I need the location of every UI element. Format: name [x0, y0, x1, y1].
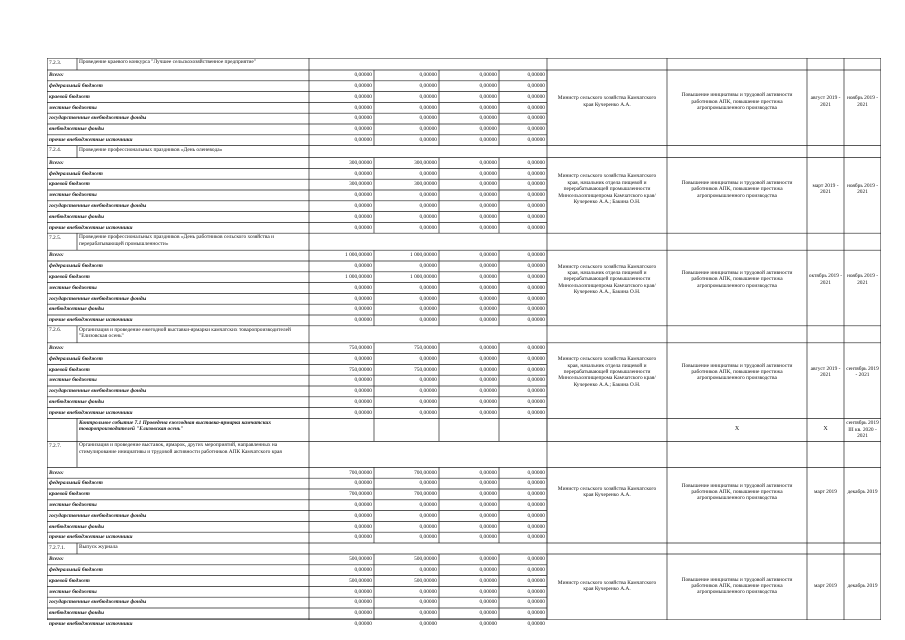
end-date: декабрь 2019 — [847, 489, 878, 495]
amount-cell: 0,00000 — [527, 377, 545, 384]
amount-cell: 0,00000 — [479, 224, 497, 231]
row-label: Всего: — [49, 252, 64, 259]
row-label: федеральный бюджет — [49, 355, 103, 362]
amount-cell: 0,00000 — [419, 72, 437, 79]
amount-cell: 0,00000 — [419, 93, 437, 100]
amount-cell: 0,00000 — [479, 104, 497, 111]
row-label: внебюджетные фонды — [49, 399, 105, 405]
row-label: государственные внебюджетные фонды — [49, 599, 147, 606]
amount-cell: 750,00000 — [349, 366, 372, 373]
result-text: Повышение инициативы и трудовой активности работников АПК, повышение престижа агропромышленного производства — [681, 92, 793, 111]
amount-cell: 0,00000 — [527, 170, 545, 177]
amount-cell: 0,00000 — [527, 93, 545, 100]
amount-cell: 0,00000 — [527, 306, 545, 313]
amount-cell: 0,00000 — [479, 355, 497, 362]
amount-cell: 0,00000 — [527, 104, 545, 111]
amount-cell: 1 000,00000 — [345, 252, 372, 259]
amount-cell: 0,00000 — [479, 252, 497, 259]
amount-cell: 0,00000 — [479, 137, 497, 143]
amount-cell: 0,00000 — [527, 355, 545, 362]
amount-cell: 0,00000 — [479, 83, 497, 89]
amount-cell: 0,00000 — [354, 388, 372, 395]
amount-cell: 300,00000 — [349, 181, 372, 188]
event-end-date: сентябрь 2019 III кв. 2020 - 2021 — [846, 420, 879, 440]
amount-cell: 1 000,00000 — [410, 274, 437, 280]
amount-cell: 700,00000 — [349, 491, 372, 498]
row-label: прочие внебюджетные источники — [49, 621, 133, 627]
row-label: государственные внебюджетные фонды — [49, 295, 147, 302]
amount-cell: 0,00000 — [419, 599, 437, 606]
amount-cell: 0,00000 — [354, 317, 372, 324]
row-label: Всего: — [49, 469, 64, 476]
amount-cell: 0,00000 — [527, 534, 545, 541]
amount-cell: 0,00000 — [354, 512, 372, 519]
amount-cell: 0,00000 — [527, 621, 545, 627]
amount-cell: 0,00000 — [419, 192, 437, 199]
amount-cell: 0,00000 — [479, 274, 497, 280]
amount-cell: 0,00000 — [354, 203, 372, 209]
amount-cell: 0,00000 — [527, 469, 545, 476]
amount-cell: 0,00000 — [479, 366, 497, 373]
amount-cell: 0,00000 — [419, 388, 437, 395]
row-label: федеральный бюджет — [49, 480, 103, 487]
amount-cell: 0,00000 — [479, 480, 497, 487]
amount-cell: 0,00000 — [419, 377, 437, 384]
amount-cell: 0,00000 — [354, 284, 372, 291]
row-label: внебюджетные фонды — [49, 306, 105, 313]
amount-cell: 0,00000 — [479, 170, 497, 177]
amount-cell: 0,00000 — [419, 567, 437, 573]
row-label: краевой бюджет — [49, 181, 90, 188]
amount-cell: 0,00000 — [419, 115, 437, 122]
amount-cell: 0,00000 — [527, 181, 545, 188]
amount-cell: 0,00000 — [419, 317, 437, 324]
amount-cell: 0,00000 — [527, 213, 545, 220]
amount-cell: 0,00000 — [354, 567, 372, 573]
amount-cell: 0,00000 — [419, 409, 437, 416]
executor-text: Министр сельского хозяйства Камчатского края Кучеренко А.А. — [557, 579, 657, 593]
amount-cell: 0,00000 — [479, 115, 497, 122]
amount-cell: 1 000,00000 — [410, 252, 437, 259]
amount-cell: 750,00000 — [349, 345, 372, 351]
amount-cell: 0,00000 — [527, 480, 545, 487]
start-date: март 2019 - 2021 — [812, 183, 839, 196]
row-label: государственные внебюджетные фонды — [49, 115, 147, 122]
amount-cell: 0,00000 — [527, 502, 545, 508]
amount-cell: 0,00000 — [419, 621, 437, 627]
executor-text: Министр сельского хозяйства Камчатского края Кучеренко А.А. — [557, 95, 657, 108]
executor-text: Министр сельского хозяйства Камчатского края, начальник отдела пищевой и перерабатывающей промышленности Минсельхозпищепрома Камчатского края/Кучеренко А.А., Бакина О.Н. — [557, 263, 657, 296]
row-label: государственные внебюджетные фонды — [49, 512, 147, 519]
amount-cell: 0,00000 — [479, 491, 497, 498]
amount-cell: 0,00000 — [479, 577, 497, 584]
amount-cell: 0,00000 — [479, 399, 497, 405]
amount-cell: 0,00000 — [354, 523, 372, 530]
amount-cell: 0,00000 — [479, 409, 497, 416]
amount-cell: 0,00000 — [354, 355, 372, 362]
amount-cell: 0,00000 — [527, 83, 545, 89]
row-label: федеральный бюджет — [49, 170, 103, 177]
row-label: Всего: — [49, 556, 64, 563]
row-label: местные бюджеты — [49, 104, 97, 111]
executor-text: Министр сельского хозяйства Камчатского края, начальник отдела пищевой и перерабатывающей промышленности Минсельхозпищепрома Камчатского края/Кучеренко А.А.; Бакина О.Н. — [557, 173, 657, 205]
amount-cell: 0,00000 — [354, 599, 372, 606]
event-result-x: X — [734, 426, 740, 433]
end-date: ноябрь 2019 - 2021 — [846, 273, 879, 286]
row-label: государственные внебюджетные фонды — [49, 388, 147, 395]
amount-cell: 0,00000 — [527, 491, 545, 498]
amount-cell: 0,00000 — [354, 295, 372, 302]
amount-cell: 700,00000 — [414, 469, 437, 476]
row-label: федеральный бюджет — [49, 83, 103, 89]
amount-cell: 0,00000 — [354, 83, 372, 89]
control-event-text: Контрольное событие 7.1 Проведена ежегодная выставка-ярмарка камчатских товаропроизводителей "Елизовская осень" — [79, 419, 272, 433]
row-label: прочие внебюджетные источники — [49, 137, 133, 143]
measure-code: 7.2.7.1. — [49, 544, 66, 551]
amount-cell: 0,00000 — [479, 512, 497, 519]
amount-cell: 0,00000 — [527, 137, 545, 143]
row-label: краевой бюджет — [49, 577, 90, 584]
amount-cell: 0,00000 — [479, 192, 497, 199]
amount-cell: 0,00000 — [527, 388, 545, 395]
amount-cell: 0,00000 — [527, 366, 545, 373]
row-label: внебюджетные фонды — [49, 213, 105, 220]
amount-cell: 0,00000 — [354, 534, 372, 541]
amount-cell: 0,00000 — [527, 203, 545, 209]
amount-cell: 0,00000 — [419, 610, 437, 617]
amount-cell: 0,00000 — [354, 72, 372, 79]
amount-cell: 0,00000 — [479, 523, 497, 530]
amount-cell: 0,00000 — [419, 126, 437, 133]
amount-cell: 0,00000 — [479, 284, 497, 291]
amount-cell: 0,00000 — [527, 295, 545, 302]
measure-code: 7.2.3. — [49, 59, 62, 66]
end-date: ноябрь 2019 - 2021 — [846, 183, 879, 196]
result-text: Повышение инициативы и трудовой активности работников АПК, повышение престижа агропромышленного производства — [681, 362, 793, 382]
amount-cell: 700,00000 — [349, 469, 372, 476]
amount-cell: 300,00000 — [414, 181, 437, 188]
measure-code: 7.2.7. — [49, 442, 62, 449]
measure-title: Организация и проведение ежегодной выставки-ярмарки камчатских товаропроизводителей "Елизовская осень" — [79, 326, 291, 340]
amount-cell: 0,00000 — [527, 274, 545, 280]
amount-cell: 0,00000 — [479, 203, 497, 209]
amount-cell: 0,00000 — [354, 502, 372, 508]
amount-cell: 500,00000 — [414, 577, 437, 584]
amount-cell: 0,00000 — [354, 115, 372, 122]
amount-cell: 0,00000 — [527, 192, 545, 199]
amount-cell: 0,00000 — [479, 556, 497, 563]
amount-cell: 0,00000 — [527, 567, 545, 573]
amount-cell: 500,00000 — [349, 577, 372, 584]
row-label: внебюджетные фонды — [49, 610, 105, 617]
start-date: март 2019 — [814, 583, 837, 590]
amount-cell: 0,00000 — [419, 534, 437, 541]
result-text: Повышение инициативы и трудовой активности работников АПК, повышение престижа агропромышленного производства — [681, 576, 793, 596]
amount-cell: 0,00000 — [527, 409, 545, 416]
measure-title: Проведение профессиональных праздников «День оленевода» — [79, 146, 223, 153]
measure-code: 7.2.5. — [49, 234, 62, 241]
amount-cell: 0,00000 — [354, 104, 372, 111]
amount-cell: 0,00000 — [419, 203, 437, 209]
amount-cell: 0,00000 — [479, 610, 497, 617]
amount-cell: 0,00000 — [527, 512, 545, 519]
amount-cell: 0,00000 — [354, 306, 372, 313]
amount-cell: 0,00000 — [479, 567, 497, 573]
amount-cell: 0,00000 — [354, 610, 372, 617]
amount-cell: 700,00000 — [414, 491, 437, 498]
amount-cell: 0,00000 — [527, 126, 545, 133]
amount-cell: 0,00000 — [419, 104, 437, 111]
amount-cell: 0,00000 — [479, 126, 497, 133]
amount-cell: 0,00000 — [419, 306, 437, 313]
amount-cell: 0,00000 — [527, 399, 545, 405]
amount-cell: 0,00000 — [479, 377, 497, 384]
amount-cell: 0,00000 — [527, 224, 545, 231]
end-date: сентябрь 2019 - 2021 — [846, 365, 879, 379]
amount-cell: 300,00000 — [349, 159, 372, 166]
amount-cell: 0,00000 — [479, 388, 497, 395]
row-label: прочие внебюджетные источники — [49, 317, 133, 324]
amount-cell: 0,00000 — [419, 512, 437, 519]
result-text: Повышение инициативы и трудовой активности работников АПК, повышение престижа агропромышленного производства — [681, 269, 793, 289]
amount-cell: 0,00000 — [354, 588, 372, 595]
amount-cell: 0,00000 — [479, 306, 497, 313]
amount-cell: 0,00000 — [527, 610, 545, 617]
row-label: Всего: — [49, 345, 64, 351]
row-label: местные бюджеты — [49, 502, 97, 508]
amount-cell: 0,00000 — [354, 192, 372, 199]
amount-cell: 0,00000 — [419, 480, 437, 487]
start-date: август 2019 - 2021 — [810, 365, 841, 379]
amount-cell: 0,00000 — [354, 137, 372, 143]
budget-table — [47, 58, 881, 627]
row-label: краевой бюджет — [49, 93, 90, 100]
row-label: прочие внебюджетные источники — [49, 534, 133, 541]
amount-cell: 0,00000 — [527, 345, 545, 351]
amount-cell: 0,00000 — [354, 263, 372, 270]
row-label: краевой бюджет — [49, 366, 90, 373]
amount-cell: 0,00000 — [479, 159, 497, 166]
amount-cell: 0,00000 — [479, 469, 497, 476]
row-label: краевой бюджет — [49, 491, 90, 498]
amount-cell: 0,00000 — [354, 224, 372, 231]
amount-cell: 0,00000 — [527, 115, 545, 122]
amount-cell: 0,00000 — [419, 502, 437, 508]
start-date: октябрь 2019 - 2021 — [808, 273, 843, 286]
amount-cell: 0,00000 — [419, 224, 437, 231]
amount-cell: 500,00000 — [414, 556, 437, 563]
amount-cell: 0,00000 — [527, 252, 545, 259]
amount-cell: 0,00000 — [527, 72, 545, 79]
start-date: август 2019 - 2021 — [810, 95, 841, 108]
amount-cell: 300,00000 — [414, 159, 437, 166]
amount-cell: 0,00000 — [527, 588, 545, 595]
amount-cell: 0,00000 — [479, 72, 497, 79]
row-label: федеральный бюджет — [49, 263, 103, 270]
row-label: прочие внебюджетные источники — [49, 224, 133, 231]
amount-cell: 0,00000 — [419, 284, 437, 291]
row-label: краевой бюджет — [49, 274, 90, 280]
executor-text: Министр сельского хозяйства Камчатского края, начальник отдела пищевой и перерабатывающей промышленности Минсельхозпищепрома Камчатского края/Кучеренко А.А.; Бакина О.Н. — [557, 356, 657, 388]
row-label: Всего: — [49, 159, 64, 166]
amount-cell: 0,00000 — [419, 399, 437, 405]
amount-cell: 0,00000 — [354, 399, 372, 405]
amount-cell: 500,00000 — [349, 556, 372, 563]
row-label: внебюджетные фонды — [49, 126, 105, 133]
amount-cell: 0,00000 — [479, 534, 497, 541]
amount-cell: 0,00000 — [479, 213, 497, 220]
amount-cell: 750,00000 — [414, 366, 437, 373]
amount-cell: 750,00000 — [414, 345, 437, 351]
row-label: местные бюджеты — [49, 284, 97, 291]
measure-title: Выпуск журнала — [79, 544, 118, 550]
row-label: прочие внебюджетные источники — [49, 409, 133, 416]
amount-cell: 0,00000 — [354, 93, 372, 100]
amount-cell: 0,00000 — [527, 599, 545, 606]
amount-cell: 0,00000 — [527, 317, 545, 324]
amount-cell: 0,00000 — [419, 170, 437, 177]
amount-cell: 0,00000 — [479, 588, 497, 595]
amount-cell: 0,00000 — [479, 317, 497, 324]
amount-cell: 0,00000 — [479, 295, 497, 302]
amount-cell: 0,00000 — [419, 588, 437, 595]
row-label: внебюджетные фонды — [49, 523, 105, 530]
amount-cell: 0,00000 — [479, 502, 497, 508]
event-start-x: X — [823, 426, 828, 433]
amount-cell: 0,00000 — [419, 213, 437, 220]
end-date: декабрь 2019 — [847, 583, 878, 590]
amount-cell: 0,00000 — [419, 83, 437, 89]
amount-cell: 0,00000 — [479, 621, 497, 627]
row-label: Всего: — [49, 72, 64, 79]
row-label: местные бюджеты — [49, 192, 97, 199]
row-label: государственные внебюджетные фонды — [49, 203, 147, 209]
end-date: ноябрь 2019 - 2021 — [846, 95, 879, 108]
measure-code: 7.2.6. — [49, 327, 62, 334]
amount-cell: 0,00000 — [527, 263, 545, 270]
amount-cell: 0,00000 — [419, 355, 437, 362]
amount-cell: 0,00000 — [479, 599, 497, 606]
measure-title: Проведение краевого конкурса "Лучшее сельскохозяйственное предприятие" — [79, 59, 256, 65]
amount-cell: 0,00000 — [479, 93, 497, 100]
amount-cell: 0,00000 — [354, 377, 372, 384]
amount-cell: 0,00000 — [419, 137, 437, 143]
amount-cell: 0,00000 — [419, 295, 437, 302]
amount-cell: 0,00000 — [527, 523, 545, 530]
amount-cell: 0,00000 — [354, 480, 372, 487]
executor-text: Министр сельского хозяйства Камчатского края Кучеренко А.А. — [557, 485, 657, 499]
amount-cell: 0,00000 — [419, 263, 437, 270]
amount-cell: 0,00000 — [354, 409, 372, 416]
measure-code: 7.2.4. — [49, 147, 62, 154]
amount-cell: 0,00000 — [354, 170, 372, 177]
amount-cell: 0,00000 — [527, 159, 545, 166]
amount-cell: 0,00000 — [479, 345, 497, 351]
result-text: Повышение инициативы и трудовой активности работников АПК, повышение престижа агропромышленного производства — [681, 482, 793, 502]
start-date: март 2019 — [814, 489, 837, 495]
amount-cell: 0,00000 — [479, 263, 497, 270]
result-text: Повышение инициативы и трудовой активности работников АПК, повышение престижа агропромышленного производства — [681, 179, 793, 199]
row-label: местные бюджеты — [49, 377, 97, 384]
amount-cell: 0,00000 — [527, 556, 545, 563]
amount-cell: 0,00000 — [527, 577, 545, 584]
amount-cell: 0,00000 — [354, 621, 372, 627]
amount-cell: 0,00000 — [479, 181, 497, 188]
amount-cell: 0,00000 — [354, 213, 372, 220]
amount-cell: 0,00000 — [527, 284, 545, 291]
measure-title: Организация и проведение выставок, ярмарок, других мероприятий, направленных на стимулирование инициативы и трудовой активности работников АПК Камчатского края — [79, 442, 282, 455]
amount-cell: 0,00000 — [354, 126, 372, 133]
measure-title: Проведение профессиональных праздников «День работников сельского хозяйства и перерабатывающей промышленности» — [79, 234, 275, 247]
row-label: федеральный бюджет — [49, 567, 103, 573]
amount-cell: 0,00000 — [419, 523, 437, 530]
row-label: местные бюджеты — [49, 588, 97, 595]
amount-cell: 1 000,00000 — [345, 274, 372, 280]
